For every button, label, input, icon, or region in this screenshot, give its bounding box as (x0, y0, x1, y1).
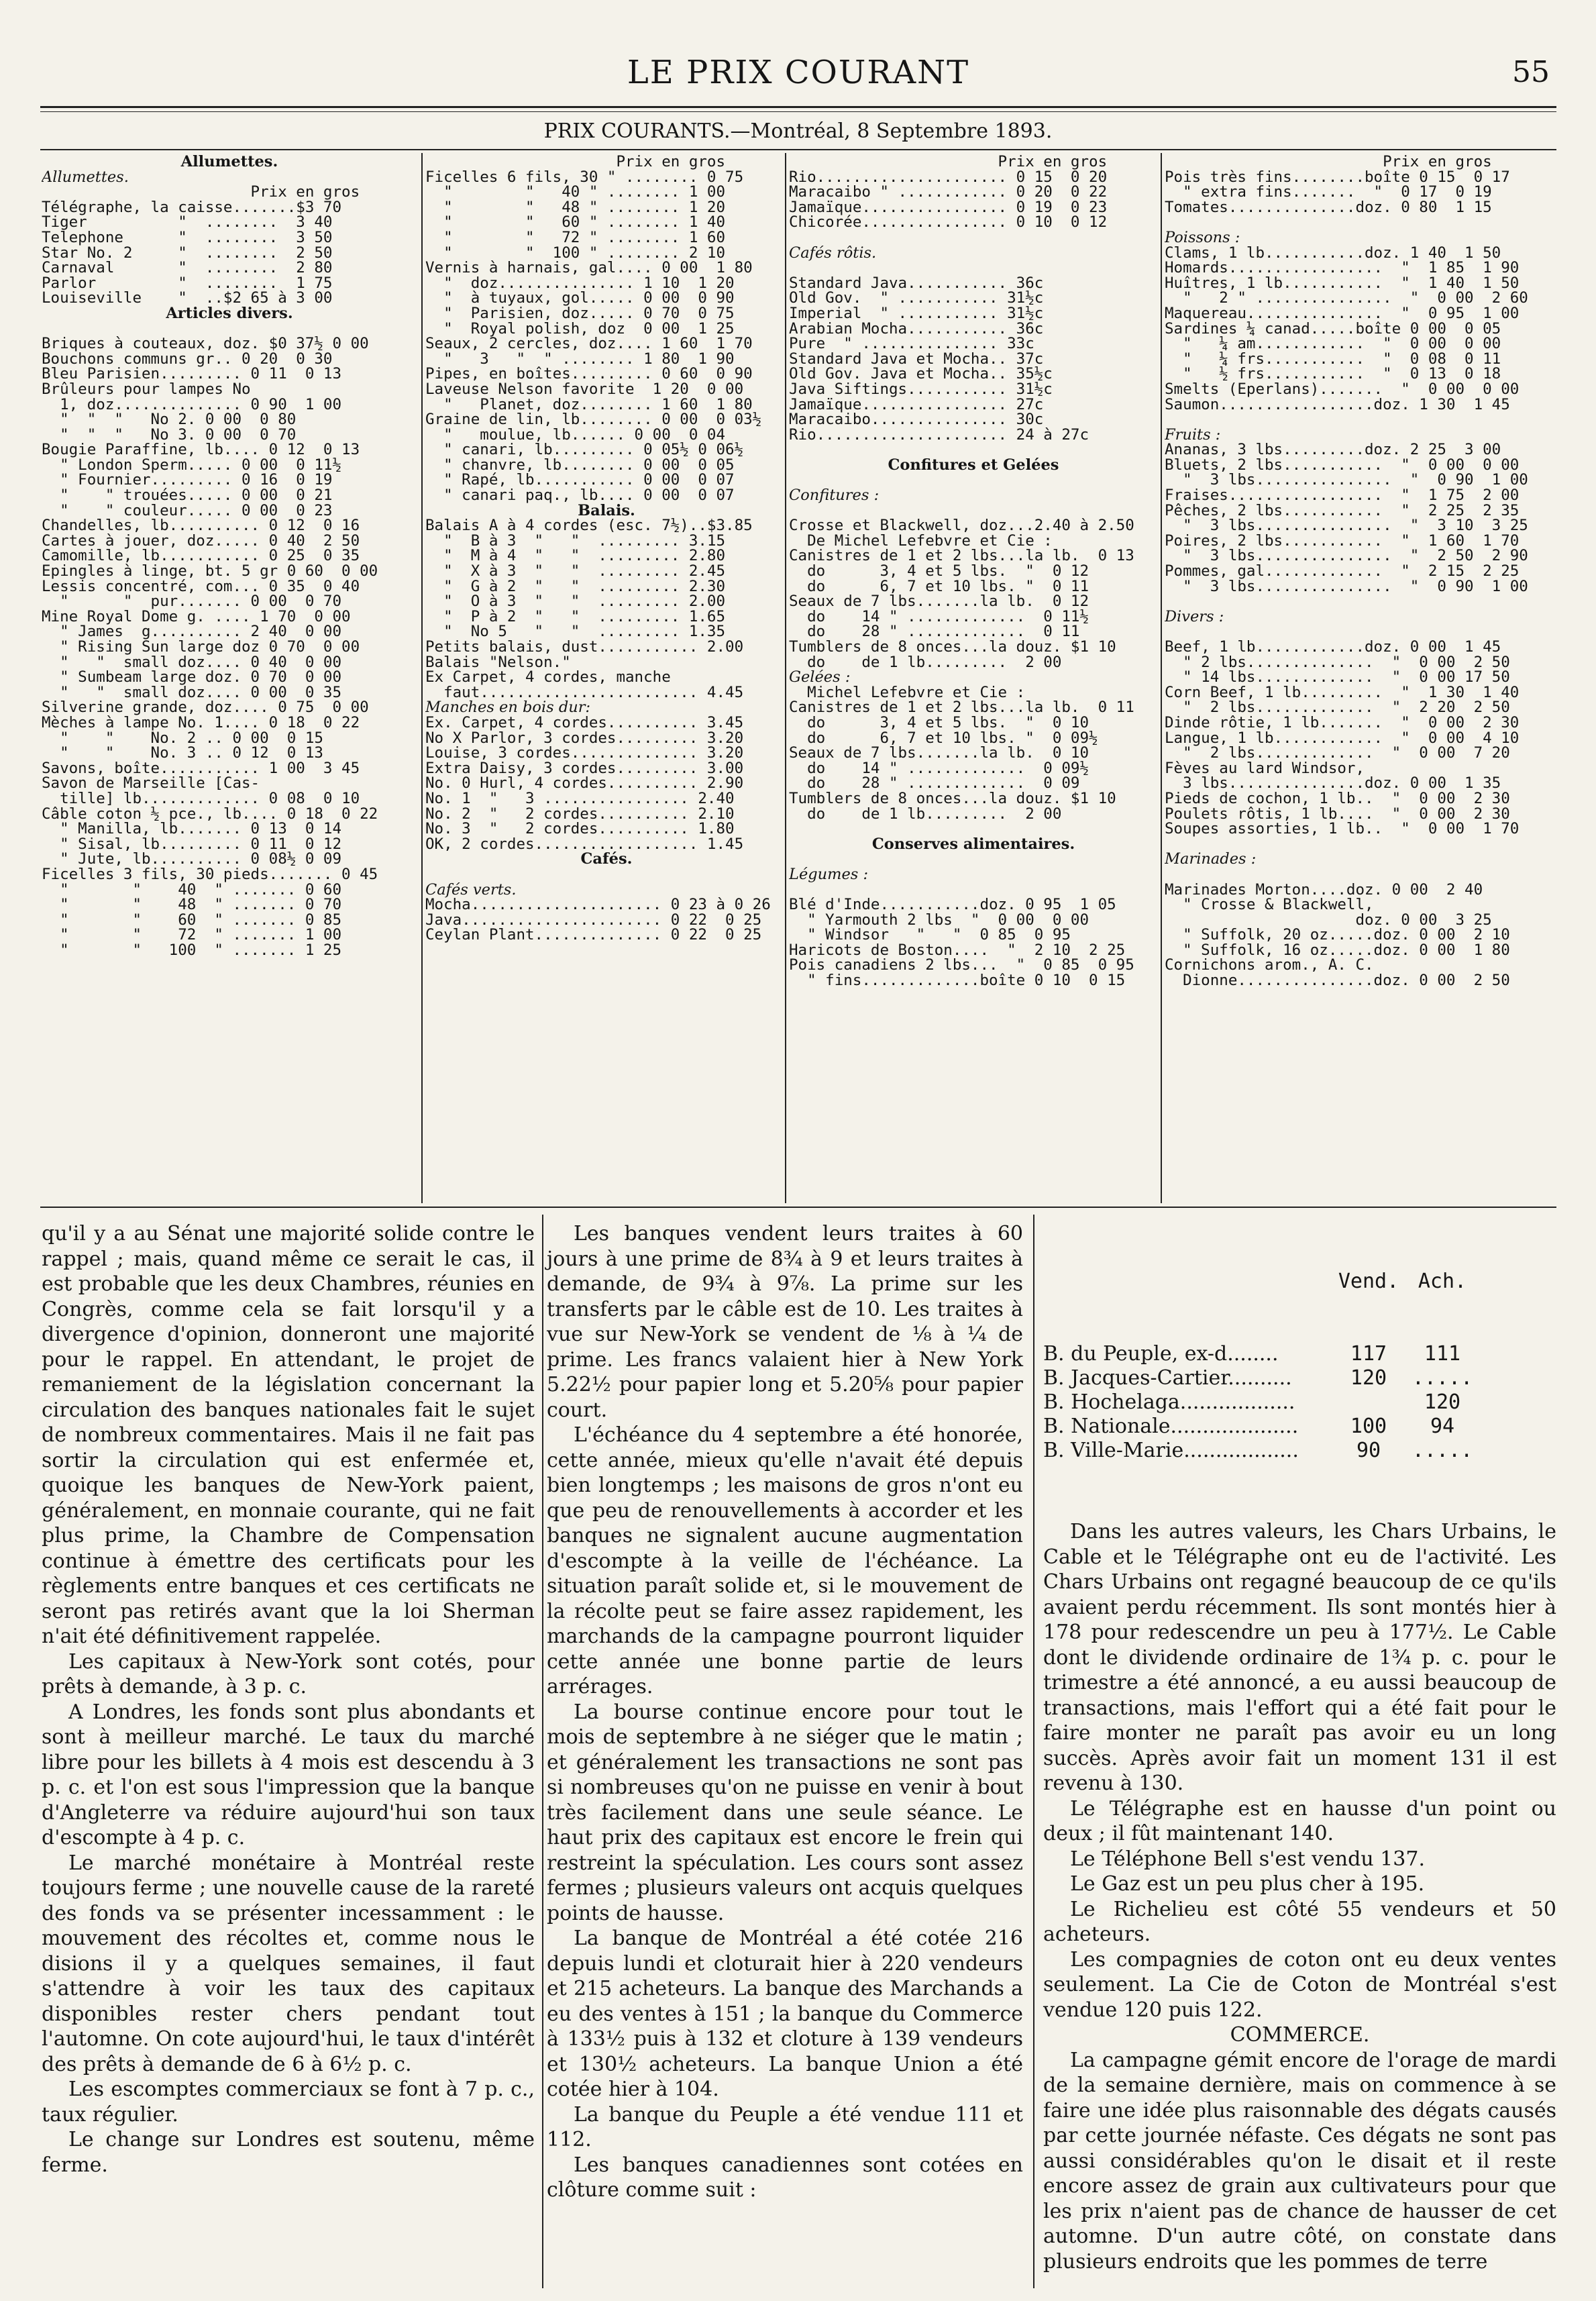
price-line: Old Gov. Java et Mocha.. 35½c (789, 365, 1053, 383)
price-line: faut........................ 4.45 (425, 683, 744, 701)
price-line: " 2 lbs.............. " 0 00 2 50 (1165, 653, 1510, 671)
subsection-heading: Confitures : (789, 487, 880, 505)
price-line: tille] lb............. 0 08 0 10 (42, 789, 360, 807)
price-line: Ceylan Plant.............. 0 22 0 25 (425, 926, 762, 943)
price-line: " Crosse & Blackwell, (1165, 896, 1374, 914)
price-line: No. 1 " 3 ................ 2.40 (425, 789, 735, 807)
section-heading: Cafés. (580, 850, 633, 868)
price-line: Dinde rôtie, 1 lb....... " 0 00 2 30 (1165, 713, 1520, 731)
price-line: " G à 2 " " ......... 2.30 (425, 577, 726, 595)
price-line: " Suffolk, 16 oz.....doz. 0 00 1 80 (1165, 941, 1510, 959)
price-line: Tomates..............doz. 0 80 1 15 (1165, 198, 1492, 216)
price-line: Camomille, lb........... 0 25 0 35 (42, 547, 360, 565)
paragraph: La campagne gémit encore de l'orage de mardi de la semaine dernière, mais on commence à se faire une idée plus raisonnable des dégats causés par cette journée néfaste. Ces dégats ne sont pas aussi considérables qu'on le disait et il reste encore assez de grain aux cultivateurs pour que les prix n'aient pas de chance de hausser de cet automne. D'un autre côté, on constate dans plusieurs endroits que les pommes de terre (1043, 2048, 1556, 2273)
price-line (789, 442, 1158, 458)
price-line: " No 5 " " ......... 1.35 (425, 623, 726, 641)
price-line: 3 lbs...............doz. 0 00 1 35 (1165, 774, 1501, 792)
paragraph: Les banques canadiennes sont cotées en clôture comme suit : (547, 2153, 1023, 2202)
price-line: Fèves au lard Windsor, (1165, 759, 1365, 777)
price-line: doz. 0 00 3 25 (1165, 911, 1492, 929)
price-line: Sardines ¼ canad.....boîte 0 00 0 05 (1165, 319, 1501, 338)
price-line: Ex. Carpet, 4 cordes.......... 3.45 (425, 713, 744, 731)
ach-value: 120 (1424, 1390, 1461, 1414)
price-line: Télégraphe, la caisse.......$3 70 (42, 198, 342, 216)
col-ach-header: Ach. (1418, 1270, 1467, 1293)
price-line: Petits balais, dust........... 2.00 (425, 638, 744, 656)
price-line: No. 0 Hurl, 4 cordes.......... 2.90 (425, 774, 744, 792)
paragraph: Le Gaz est un peu plus cher à 195. (1070, 1872, 1425, 1896)
price-line: " " small doz.... 0 00 0 35 (42, 683, 342, 701)
price-line: Prix en gros (425, 154, 726, 170)
subsection-heading: Fruits : (1165, 425, 1221, 444)
price-line (789, 260, 1158, 276)
price-line: Arabian Mocha........... 36c (789, 319, 1044, 338)
price-line: Laveuse Nelson favorite 1 20 0 00 (425, 380, 744, 398)
price-line: " James g.......... 2 40 0 00 (42, 623, 342, 641)
vend-value: 90 (1356, 1439, 1381, 1462)
price-line: Pêches, 2 lbs........... " 2 25 2 35 (1165, 501, 1520, 519)
paragraph: La bourse continue encore pour tout le mois de septembre à ne siéger que le matin ; et généralement les transactions ne sont pas si nombreuses qu'on ne puisse en venir à bout très facilement dans une seule séance. Le haut prix des capitaux est encore le frein qui restreint la spéculation. Les cours sont assez fermes ; plusieurs valeurs ont acquis quelques points de hausse. (547, 1700, 1023, 1925)
price-line (789, 852, 1158, 867)
price-line: Pois canadiens 2 lbs... " 0 85 0 95 (789, 956, 1134, 974)
price-line: " 3 lbs............... " 3 10 3 25 (1165, 517, 1528, 535)
price-line: Tumblers de 8 onces...la douz. $1 10 (789, 789, 1116, 807)
paragraph: A Londres, les fonds sont plus abondants et sont à meilleur marché. Le taux du marché libre pour les billets à 4 mois est descendu à 3 p. c. et l'on est sous l'impression que la banque d'Angleterre va réduire aujourd'hui son taux d'escompte à 4 p. c. (42, 1700, 535, 1849)
price-line: Huîtres, 1 lb........... " 1 40 1 50 (1165, 274, 1520, 292)
stock-row (1043, 1390, 1556, 1415)
price-line: " " 100 " ........ 2 10 (425, 244, 726, 262)
column-divider (542, 1215, 543, 2288)
price-line: " 2 lbs............. " 2 20 2 50 (1165, 699, 1510, 717)
price-line: 1, doz.............. 0 90 1 00 (42, 395, 342, 413)
price-line: do 6, 7 et 10 lbs. " 0 11 (789, 577, 1089, 595)
price-line (789, 503, 1158, 519)
paragraph: Le Téléphone Bell s'est vendu 137. (1070, 1847, 1425, 1871)
price-list-title: PRIX COURANTS.—Montréal, 8 Septembre 1893. (543, 119, 1053, 143)
price-line: Rio..................... 24 à 27c (789, 425, 1089, 444)
price-line (1165, 215, 1558, 230)
stock-table-header (1043, 1270, 1556, 1294)
paragraph: Les compagnies de coton ont eu deux ventes seulement. La Cie de Coton de Montréal s'est vendue 120 puis 122. (1043, 1947, 1556, 2022)
price-line (789, 882, 1158, 898)
price-line: do 28 " ............. 0 09 (789, 774, 1080, 792)
price-line: " " " No 2. 0 00 0 80 (42, 411, 297, 429)
price-line: Prix en gros (42, 183, 360, 201)
price-line: Jamaïque................ 0 19 0 23 (789, 198, 1108, 216)
price-line: " " 48 " ....... 0 70 (42, 896, 342, 914)
price-line: Balais "Nelson." (425, 653, 571, 671)
price-line: Mine Royal Dome g. .... 1 70 0 00 (42, 607, 351, 625)
price-line: " " " No 3. 0 00 0 70 (42, 425, 297, 444)
vend-value: 100 (1350, 1415, 1387, 1438)
price-line: " Suffolk, 20 oz.....doz. 0 00 2 10 (1165, 926, 1510, 944)
column-divider (1161, 153, 1162, 1203)
section-heading: Confitures et Gelées (888, 456, 1059, 474)
paragraph: Les banques vendent leurs traites à 60 jours à une prime de 8¾ à 9 et leurs traites à demande, de 9¾ à 9⅞. La prime sur les transferts par le câble est de 10. Les traites à vue sur New-York se vendent de ⅛ à ¼ de prime. Les francs valaient hier à New York 5.22½ pour papier long et 5.20⅝ pour papier court. (547, 1222, 1023, 1422)
price-line: " doz............... 1 10 1 20 (425, 274, 735, 292)
price-line: " " 40 " ....... 0 60 (42, 880, 342, 899)
price-line: " " couleur..... 0 00 0 23 (42, 501, 333, 519)
bank-name: B. Ville-Marie.................. (1043, 1439, 1299, 1462)
price-line: Old Gov. " ........... 31½c (789, 289, 1044, 307)
price-column-4 (1165, 154, 1558, 988)
price-line: " O à 3 " " ......... 2.00 (425, 593, 726, 611)
subsection-heading: Légumes : (789, 865, 869, 883)
stock-row (1043, 1415, 1556, 1439)
ach-value: ..... (1412, 1366, 1473, 1390)
price-line: Bleu Parisien......... 0 11 0 13 (42, 365, 342, 383)
price-line: " " 72 " ....... 1 00 (42, 926, 342, 944)
paragraph: L'échéance du 4 septembre a été honorée, cette année, mieux qu'elle n'avait été depuis bien longtemps ; les maisons de gros n'ont eu que peu de renouvellements à accorder et les banques ne signalent aucune augmentation d'escompte à la veille de l'échéance. La situation paraît solide et, si le mouvement de la récolte peut se faire assez rapidement, les marchands de la campagne pourront liquider cette année une bonne partie de leurs arrérages. (547, 1423, 1023, 1698)
price-line: Savon de Marseille [Cas- (42, 774, 260, 792)
subsection-heading: Cafés verts. (425, 880, 517, 899)
price-line: Briques à couteaux, doz. $0 37½ 0 00 (42, 335, 369, 353)
price-line: " Fournier......... 0 16 0 19 (42, 471, 333, 489)
price-line: Ficelles 6 fils, 30 " ........ 0 75 (425, 168, 744, 186)
price-line: Louiseville " ..$2 65 à 3 00 (42, 289, 333, 307)
price-line: Mèches à lampe No. 1.... 0 18 0 22 (42, 713, 360, 731)
bank-stock-table (1043, 1221, 1556, 1511)
subsection-heading: Poissons : (1165, 228, 1240, 246)
price-line: Brûleurs pour lampes No (42, 380, 251, 398)
price-line: Bougie Paraffine, lb.... 0 12 0 13 (42, 441, 360, 459)
price-line: Jamaïque................ 27c (789, 395, 1044, 413)
price-line: " 14 lbs............. " 0 00 17 50 (1165, 668, 1510, 686)
section-heading: Conserves alimentaires. (871, 835, 1075, 853)
price-line: " 2 lbs............. " 0 00 7 20 (1165, 744, 1510, 762)
price-line: Mocha..................... 0 23 à 0 26 (425, 896, 771, 914)
price-line: Langue, 1 lb............ " 0 00 4 10 (1165, 729, 1520, 747)
price-line: do de 1 lb......... 2 00 (789, 653, 1062, 671)
subsection-heading: Manches en bois dur: (425, 699, 591, 717)
price-line: Tumblers de 8 onces...la douz. $1 10 (789, 638, 1116, 656)
price-line: De Michel Lefebvre et Cie : (789, 531, 1053, 550)
price-line: Pipes, en boîtes......... 0 60 0 90 (425, 365, 753, 383)
price-line: Poulets rôtis, 1 lb.... " 0 00 2 30 (1165, 805, 1510, 823)
price-column-3 (789, 154, 1158, 988)
price-line: " Yarmouth 2 lbs " 0 00 0 00 (789, 911, 1089, 929)
price-line: " " 40 " ........ 1 00 (425, 183, 726, 201)
price-line: " Royal polish, doz 0 00 1 25 (425, 319, 735, 338)
price-line: Prix en gros (789, 154, 1108, 170)
paragraph: Le change sur Londres est soutenu, même ferme. (42, 2128, 535, 2177)
price-line: Standard Java et Mocha.. 37c (789, 350, 1044, 368)
price-line (1165, 624, 1558, 640)
price-line: Java...................... 0 22 0 25 (425, 911, 762, 929)
bank-name: B. Hochelaga.................. (1043, 1390, 1295, 1414)
price-line: " canari, lb......... 0 05½ 0 06½ (425, 441, 744, 459)
price-line: Maracaibo............... 30c (789, 411, 1044, 429)
price-line: Carnaval " ........ 2 80 (42, 259, 333, 277)
price-line: do 28 " ............. 0 11 (789, 623, 1080, 641)
price-line: Pommes, gal............. " 2 15 2 25 (1165, 562, 1520, 580)
bank-name: B. Jacques-Cartier.......... (1043, 1366, 1292, 1390)
price-line: Canistres de 1 et 2 lbs...la lb. 0 11 (789, 699, 1134, 717)
price-line: " fins.............boîte 0 10 0 15 (789, 972, 1126, 988)
price-line: " Jute, lb.......... 0 08½ 0 09 (42, 850, 342, 868)
price-line: do de 1 lb......... 2 00 (789, 805, 1062, 823)
col-vend-header: Vend. (1338, 1270, 1399, 1293)
paragraph: Les capitaux à New-York sont cotés, pour prêts à demande, à 3 p. c. (42, 1649, 535, 1698)
price-line: " B à 3 " " ......... 3.15 (425, 531, 726, 550)
price-line: " " No. 2 .. 0 00 0 15 (42, 729, 323, 747)
price-line: Clams, 1 lb...........doz. 1 40 1 50 (1165, 244, 1501, 262)
price-line: Pois très fins........boîte 0 15 0 17 (1165, 168, 1510, 186)
subsection-heading: Cafés rôtis. (789, 244, 877, 262)
paragraph: Le marché monétaire à Montréal reste toujours ferme ; une nouvelle cause de la rareté des fonds va se présenter incessamment : le mouvement des récoltes et, comme nous le disions il y a quelques semaines, il faut s'attendre à voir les taux des capitaux disponibles rester chers pendant tout l'automne. On cote aujourd'hui, le taux d'intérêt des prêts à demande de 6 à 6½ p. c. (42, 1851, 535, 2076)
price-line: do 14 " ............. 0 09½ (789, 759, 1089, 777)
price-line: do 14 " ............. 0 11½ (789, 607, 1089, 625)
price-line: " Planet, doz........ 1 60 1 80 (425, 395, 753, 413)
price-line (1165, 837, 1558, 852)
section-heading: COMMERCE. (1230, 2023, 1370, 2047)
paragraph: La banque du Peuple a été vendue 111 et 112. (547, 2102, 1023, 2151)
paragraph: qu'il y a au Sénat une majorité solide contre le rappel ; mais, quand même ce serait le cas, il est probable que les deux Chambres, réunies en Congrès, comme cela se fait lorsqu'il y a divergence d'opinion, donneront une majorité pour le rappel. En attendant, le projet de remaniement de la législation concernant la circulation des banques nationales fait le sujet de nombreux commentaires. Mais il ne fait pas sortir la circulation qui est enfermée et, quoique les banques de New-York paient, généralement, en monnaie courante, qui ne fait plus prime, la Chambre de Compensation continue à émettre des certificats pour les règlements entre banques et ces certificats ne seront pas retirés avant que la loi Sherman n'ait été définitivement rappelée. (42, 1222, 535, 1648)
vend-value (1332, 1390, 1405, 1415)
price-line: " Parisien, doz..... 0 70 0 75 (425, 304, 735, 322)
price-line: Rio..................... 0 15 0 20 (789, 168, 1108, 186)
price-line: Marinades Morton....doz. 0 00 2 40 (1165, 880, 1483, 899)
price-line: Crosse et Blackwell, doz...2.40 à 2.50 (789, 517, 1134, 535)
price-line: " " 72 " ........ 1 60 (425, 228, 726, 246)
price-line: Seaux de 7 lbs.......la lb. 0 12 (789, 593, 1089, 611)
price-line: " P à 2 " " ......... 1.65 (425, 607, 726, 625)
price-line: " à tuyaux, gol..... 0 00 0 90 (425, 289, 735, 307)
price-column-1 (42, 154, 417, 958)
price-line: Ex Carpet, 4 cordes, manche (425, 668, 671, 686)
header-rule-thin (40, 111, 1556, 112)
subsection-heading: Marinades : (1165, 850, 1257, 868)
price-line: Lessis concentré, com... 0 35 0 40 (42, 577, 360, 595)
price-line: Dionne...............doz. 0 00 2 50 (1165, 972, 1510, 988)
price-line: Cartes à jouer, doz..... 0 40 2 50 (42, 531, 360, 550)
ach-value: ..... (1412, 1439, 1473, 1462)
price-line: " Rapé, lb........... 0 00 0 07 (425, 471, 735, 489)
price-line: No. 3 " 2 cordes.......... 1.80 (425, 820, 735, 838)
paragraph: La banque de Montréal a été cotée 216 depuis lundi et cloturait hier à 220 vendeurs et 215 acheteurs. La banque des Marchands a eu des ventes à 151 ; la banque du Commerce à 133½ puis à 132 et cloture à 139 vendeurs et 130½ acheteurs. La banque Union a été cotée hier à 104. (547, 1927, 1023, 2101)
price-line: Prix en gros (1165, 154, 1492, 170)
price-line: Seaux, 2 cercles, doz.... 1 60 1 70 (425, 335, 753, 353)
price-line: Saumon.................doz. 1 30 1 45 (1165, 395, 1510, 413)
table-bottom-rule (40, 1207, 1556, 1208)
section-heading: Allumettes. (180, 154, 278, 170)
price-line: " extra fins....... " 0 17 0 19 (1165, 183, 1492, 201)
price-line: " Sisal, lb......... 0 11 0 12 (42, 835, 342, 853)
price-line: Telephone " ........ 3 50 (42, 228, 333, 246)
paragraph: Les escomptes commerciaux se font à 7 p. c., taux régulier. (42, 2078, 535, 2127)
price-line: " " pur....... 0 00 0 70 (42, 593, 342, 611)
price-line: Ficelles 3 fils, 30 pieds....... 0 45 (42, 865, 378, 883)
table-top-rule (40, 149, 1556, 150)
news-column-3 (1043, 1221, 1556, 2274)
price-line: Seaux de 7 lbs.......la lb. 0 10 (789, 744, 1089, 762)
vend-value: 117 (1350, 1342, 1387, 1366)
price-line: Corn Beef, 1 lb......... " 1 30 1 40 (1165, 683, 1520, 701)
column-divider (1033, 1215, 1034, 2288)
section-heading: Articles divers. (166, 304, 293, 322)
price-line: do 6, 7 et 10 lbs. " 0 09½ (789, 729, 1098, 747)
stock-row (1043, 1366, 1556, 1390)
price-line: Canistres de 1 et 2 lbs...la lb. 0 13 (789, 547, 1134, 565)
ach-value: 111 (1424, 1342, 1461, 1366)
price-line: Beef, 1 lb............doz. 0 00 1 45 (1165, 638, 1501, 656)
price-line: Fraises................. " 1 75 2 00 (1165, 487, 1520, 505)
price-line: Extra Daisy, 3 cordes......... 3.00 (425, 759, 744, 777)
price-line: Maquereau............... " 0 95 1 00 (1165, 304, 1520, 322)
price-line: Savons, boîte........... 1 00 3 45 (42, 759, 360, 777)
price-line: OK, 2 cordes.................. 1.45 (425, 835, 744, 853)
price-line (425, 867, 788, 882)
price-line: " ½ frs........... " 0 13 0 18 (1165, 365, 1501, 383)
price-line: " " 60 " ....... 0 85 (42, 911, 342, 929)
price-line: " Rising Sun large doz 0 70 0 00 (42, 638, 360, 656)
price-line: " Manilla, lb....... 0 13 0 14 (42, 820, 342, 838)
bank-name: B. du Peuple, ex-d........ (1043, 1342, 1279, 1366)
page-title: LE PRIX COURANT (627, 54, 970, 91)
ach-value: 94 (1430, 1415, 1455, 1438)
page-number: 55 (1512, 55, 1550, 89)
price-line (1165, 867, 1558, 882)
price-line (1165, 412, 1558, 427)
price-line: " " 48 " ........ 1 20 (425, 198, 726, 216)
price-line: Câble coton ½ pce., lb.... 0 18 0 22 (42, 805, 378, 823)
stock-row (1043, 1342, 1556, 1366)
price-line: Ananas, 3 lbs.........doz. 2 25 3 00 (1165, 441, 1501, 459)
price-line (1165, 594, 1558, 609)
price-line: Graine de lin, lb........ 0 00 0 03½ (425, 411, 762, 429)
price-column-2 (425, 154, 788, 943)
price-line: " ¼ am............ " 0 00 0 00 (1165, 335, 1501, 353)
price-line: " 2 " ............... " 0 00 2 60 (1165, 289, 1528, 307)
price-line: Poires, 2 lbs........... " 1 60 1 70 (1165, 531, 1520, 550)
price-line: Star No. 2 " ........ 2 50 (42, 244, 333, 262)
price-line: Smelts (Eperlans)....... " 0 00 0 00 (1165, 380, 1520, 398)
column-divider (785, 153, 786, 1203)
page-header (40, 40, 1556, 104)
price-line: " " small doz.... 0 40 0 00 (42, 653, 342, 671)
price-line: Pieds de cochon, 1 lb.. " 0 00 2 30 (1165, 789, 1510, 807)
price-line: " 3 lbs............... " 0 90 1 00 (1165, 577, 1528, 595)
price-line: Pure " ............... 33c (789, 335, 1034, 353)
price-line: Blé d'Inde...........doz. 0 95 1 05 (789, 896, 1116, 914)
price-line: " ¼ frs........... " 0 08 0 11 (1165, 350, 1501, 368)
paragraph: Dans les autres valeurs, les Chars Urbains, le Cable et le Télégraphe ont eu de l'activité. Les Chars Urbains ont regagné beaucoup de ce qu'ils avaient perdu récemment. Ils sont montés hier à 178 pour redescendre un peu à 177½. Le Cable dont le dividende ordinaire de 1¾ p. c. pour le trimestre a été annoncé, a eu aussi beaucoup de transactions, mais l'effort qui a été fait pour le faire monter ne paraît pas avoir eu un long succès. Après avoir fait un moment 131 il est revenu à 130. (1043, 1520, 1556, 1795)
price-line: Parlor " ........ 1 75 (42, 274, 333, 292)
news-column-1 (42, 1221, 535, 2178)
price-line: Vernis à harnais, gal.... 0 00 1 80 (425, 259, 753, 277)
paragraph: Le Télégraphe est en hausse d'un point ou deux ; il fût maintenant 140. (1043, 1796, 1556, 1845)
price-line: Balais A à 4 cordes (esc. 7½)..$3.85 (425, 517, 753, 535)
price-line: " canari paq., lb.... 0 00 0 07 (425, 487, 735, 505)
news-column-2 (547, 1221, 1023, 2203)
subsection-heading: Divers : (1165, 607, 1224, 625)
price-line: No X Parlor, 3 cordes......... 3.20 (425, 729, 744, 747)
price-line: Michel Lefebvre et Cie : (789, 683, 1026, 701)
price-line: " " trouées..... 0 00 0 21 (42, 487, 333, 505)
price-line: Louise, 3 cordes.............. 3.20 (425, 744, 744, 762)
price-line: " " 100 " ....... 1 25 (42, 941, 342, 958)
price-line: do 3, 4 et 5 lbs. " 0 12 (789, 562, 1089, 580)
price-line: " M à 4 " " ......... 2.80 (425, 547, 726, 565)
price-line: Epingles à linge, bt. 5 gr 0 60 0 00 (42, 562, 378, 580)
price-line (789, 821, 1158, 837)
price-line: Imperial " ........... 31½c (789, 304, 1044, 322)
price-line: Soupes assorties, 1 lb.. " 0 00 1 70 (1165, 820, 1520, 838)
subsection-heading: Allumettes. (42, 168, 129, 186)
price-line (789, 472, 1158, 488)
price-line (789, 230, 1158, 246)
column-divider (421, 153, 423, 1203)
price-line: " 3 lbs............... " 2 50 2 90 (1165, 547, 1528, 565)
price-line (42, 321, 417, 337)
price-line: " 3 " " ........ 1 80 1 90 (425, 350, 735, 368)
price-line: " chanvre, lb........ 0 00 0 05 (425, 456, 735, 474)
price-line: " X à 3 " " ......... 2.45 (425, 562, 726, 580)
price-line: " London Sperm..... 0 00 0 11½ (42, 456, 342, 474)
price-line: " moulue, lb...... 0 00 0 04 (425, 425, 726, 444)
price-line: Silverine grande, doz.... 0 75 0 00 (42, 699, 369, 717)
vend-value: 120 (1350, 1366, 1387, 1390)
price-line: Cornichons arom., A. C. (1165, 956, 1374, 974)
stock-row (1043, 1439, 1556, 1463)
price-line: Tiger " ........ 3 40 (42, 213, 333, 232)
section-heading: Balais. (578, 501, 635, 519)
price-line: " Sumbeam large doz. 0 70 0 00 (42, 668, 342, 686)
price-line: Chandelles, lb.......... 0 12 0 16 (42, 517, 360, 535)
header-rule (40, 106, 1556, 108)
price-line: Bluets, 2 lbs........... " 0 00 0 00 (1165, 456, 1520, 474)
price-line: do 3, 4 et 5 lbs. " 0 10 (789, 713, 1089, 731)
price-line: Haricots de Boston.... " 2 10 2 25 (789, 941, 1126, 959)
price-line: " " 60 " ........ 1 40 (425, 213, 726, 232)
bank-name: B. Nationale.................... (1043, 1415, 1299, 1438)
price-line: No. 2 " 2 cordes.......... 2.10 (425, 805, 735, 823)
price-line: Maracaibo " ............ 0 20 0 22 (789, 183, 1108, 201)
price-line: " " No. 3 .. 0 12 0 13 (42, 744, 323, 762)
subsection-heading: Gelées : (789, 668, 851, 686)
price-line: Java Siftings........... 31½c (789, 380, 1053, 398)
price-line: Standard Java........... 36c (789, 274, 1044, 292)
price-line: Homards................. " 1 85 1 90 (1165, 259, 1520, 277)
price-line: " Windsor " " 0 85 0 95 (789, 926, 1071, 944)
price-line: " 3 lbs............... " 0 90 1 00 (1165, 471, 1528, 489)
price-line: Bouchons communs gr.. 0 20 0 30 (42, 350, 333, 368)
paragraph: Le Richelieu est côté 55 vendeurs et 50 acheteurs. (1043, 1897, 1556, 1946)
price-line: Chicorée................ 0 10 0 12 (789, 213, 1108, 232)
